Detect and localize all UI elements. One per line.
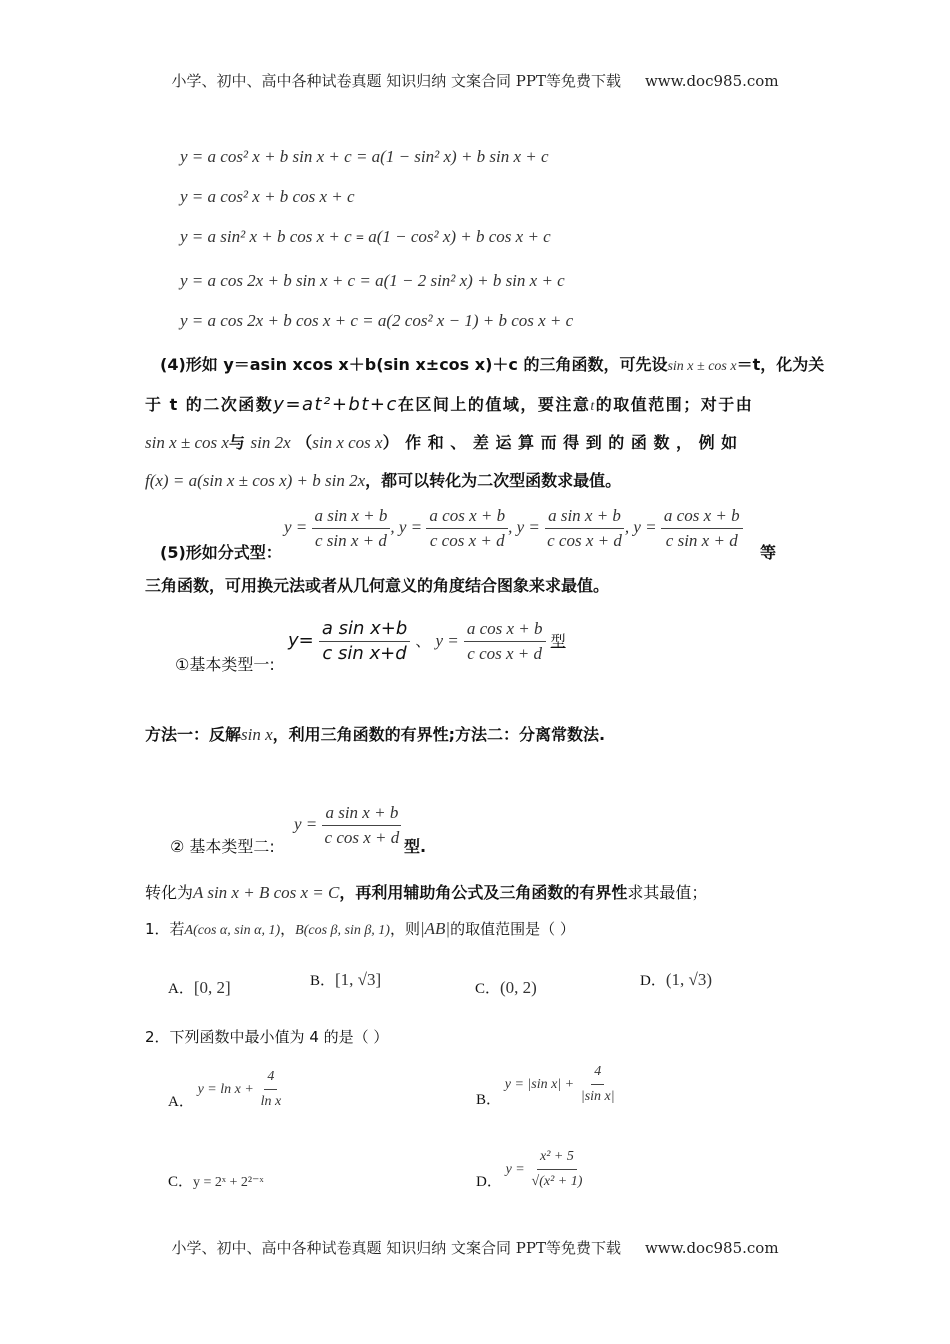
sec5-frac-2: $\frac{\text{a cos x + b}}{\text{c cos x + d}}$ xyxy=(426,505,508,552)
sec5-label: (5)形如分式型： xyxy=(160,543,282,562)
type2-label: ② 基本类型二: xyxy=(170,837,275,856)
q2-option-d[interactable]: D． y = $\frac{\text{x² + 5}}{\text{√(x² + 1)}}$ xyxy=(476,1146,585,1193)
q2-option-a[interactable]: A． y = ln x + $\frac{4}{\text{ln x}}$ xyxy=(168,1066,284,1113)
q2-option-c[interactable]: C．y = 2ˣ + 2²⁻ˣ xyxy=(168,1174,264,1190)
convert-line: 转化为A sin x + B cos x = C，再利用辅助角公式及三角函数的有界性求其最值； xyxy=(145,883,708,902)
formula-1: y = a cos² x + b sin x + c = a(1 − sin² x) + b sin x + c xyxy=(180,147,549,166)
q1-option-c[interactable]: C．(0, 2) xyxy=(475,978,537,997)
formula-5: y = a cos 2x + b cos x + c = a(2 cos² x − 1) + b cos x + c xyxy=(180,311,574,330)
sec5-frac-4: $\frac{\text{a cos x + b}}{\text{c sin x + d}}$ xyxy=(661,505,743,552)
type1-frac-1: $\frac{\text{a sin x+b}}{\text{c sin x+d}}$ xyxy=(319,618,410,665)
type2-expr: y = $\frac{\text{a sin x + b}}{\text{c cos x + d}}$ xyxy=(294,802,402,849)
q2-option-b[interactable]: B． y = |sin x| + $\frac{4}{\text{|sin x|}}$ xyxy=(476,1060,618,1109)
page-footer: 小学、初中、高中各种试卷真题 知识归纳 文案合同 PPT等免费下载 www.doc985.com xyxy=(171,1239,779,1257)
type1-label: ①基本类型一: xyxy=(175,655,275,674)
q1-option-a[interactable]: A．[0, 2] xyxy=(168,978,231,997)
sec4-line2: 于 t 的二次函数y=at²+bt+c在区间上的值域，要注意t的取值范围；对于由 xyxy=(145,394,754,415)
type1-expr: y= $\frac{\text{a sin x+b}}{\text{c sin x+d}}$ 、 y = $\frac{\text{a cos x + b}}{\text{c cos x + d}}$ 型 xyxy=(288,618,566,664)
page-header: 小学、初中、高中各种试卷真题 知识归纳 文案合同 PPT等免费下载 www.doc985.com xyxy=(171,72,779,90)
sec4-line4: f(x) = a(sin x ± cos x) + b sin 2x，都可以转化为二次型函数求最值。 xyxy=(145,471,622,490)
type1-frac-2: $\frac{\text{a cos x + b}}{\text{c cos x + d}}$ xyxy=(464,618,546,665)
q1-option-d[interactable]: D．(1, √3) xyxy=(640,970,712,989)
sec5-line2: 三角函数，可用换元法或者从几何意义的角度结合图象来求最值。 xyxy=(145,576,610,595)
method-line: 方法一：反解sin x，利用三角函数的有界性;方法二：分离常数法. xyxy=(145,725,606,744)
sec4-line1: (4)形如 y＝asin xcos x＋b(sin x±cos x)＋c 的三角函数，可先设sin x ± cos x＝t，化为关 xyxy=(160,355,825,374)
type2-tail: 型. xyxy=(404,837,427,856)
formula-4: y = a cos 2x + b sin x + c = a(1 − 2 sin² x) + b sin x + c xyxy=(180,271,565,290)
question-1-stem: 1．若A(cos α, sin α, 1)，B(cos β, sin β, 1)，则|AB|的取值范围是（ ） xyxy=(145,919,575,938)
sec4-line3: sin x ± cos x与 sin 2x （sin x cos x） 作 和 、 差 运 算 而 得 到 的 函 数 ， 例 如 xyxy=(145,433,738,452)
formula-3: y = a sin² x + b cos x + c = a(1 − cos² x) + b cos x + c xyxy=(180,227,551,246)
sec5-frac-3: $\frac{\text{a sin x + b}}{\text{c cos x + d}}$ xyxy=(544,505,625,552)
sec5-fractions: y = $\frac{\text{a sin x + b}}{\text{c sin x + d}}$ , y = $\frac{\text{a cos x + b}}{\text{c cos x + d}}$ , y = $\frac{\text{a sin x + b}}{\text{c cos x + d}}$ , y = $\frac{\text{a cos x + b}}{\text{c sin x + d}}$ xyxy=(284,505,743,552)
sec5-frac-1: $\frac{\text{a sin x + b}}{\text{c sin x + d}}$ xyxy=(312,505,391,552)
sec5-tail: 等 xyxy=(760,543,777,562)
type2-frac: $\frac{\text{a sin x + b}}{\text{c cos x + d}}$ xyxy=(322,802,403,849)
q1-option-b[interactable]: B．[1, √3] xyxy=(310,970,382,989)
question-2-stem: 2．下列函数中最小值为 4 的是（ ） xyxy=(145,1028,389,1046)
formula-2: y = a cos² x + b cos x + c xyxy=(180,187,355,206)
